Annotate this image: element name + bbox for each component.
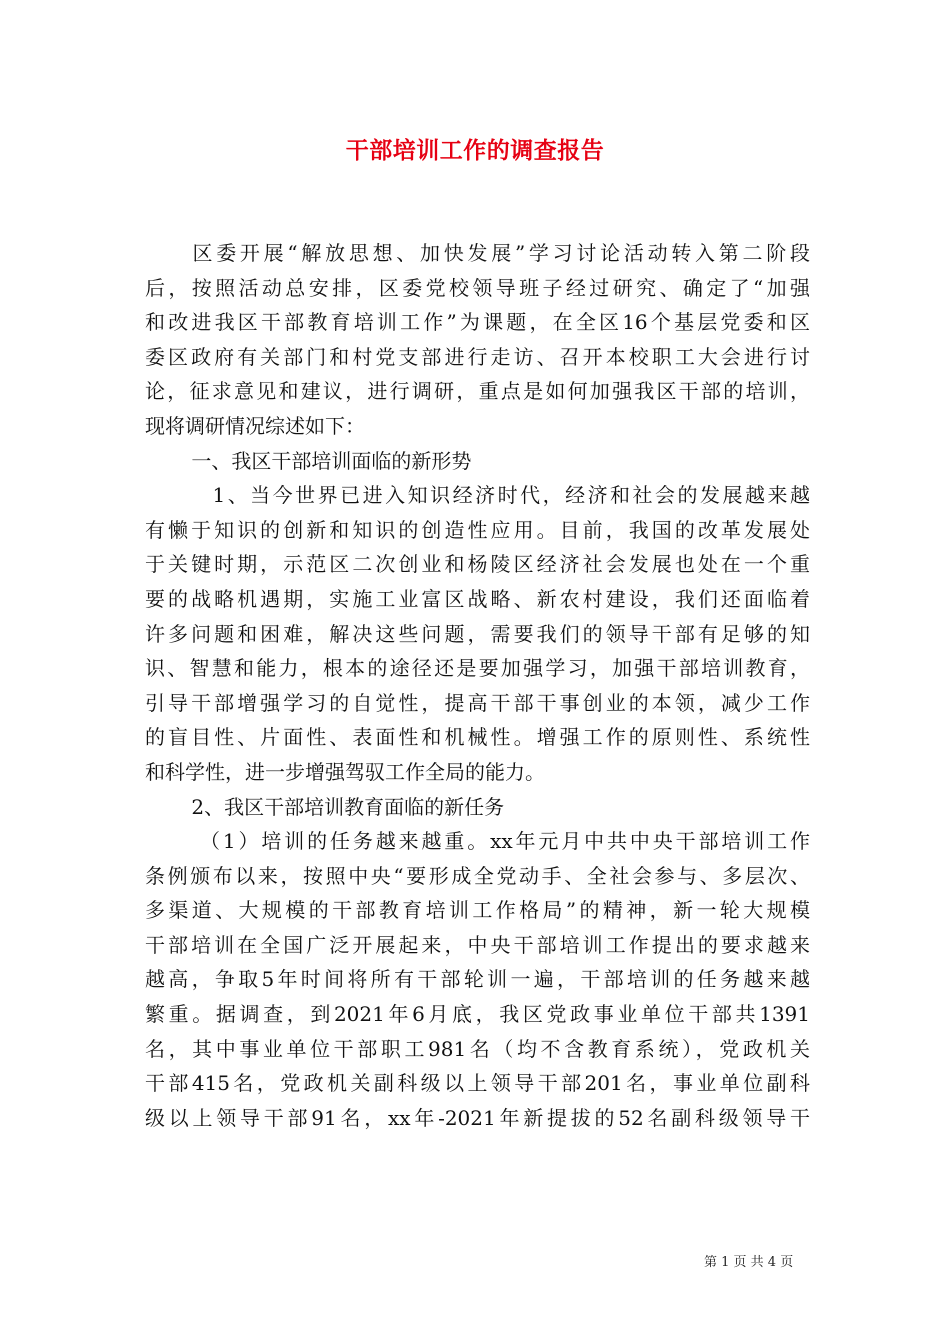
- page-number-footer: 第 1 页 共 4 页: [704, 1255, 794, 1270]
- body-line: 论，征求意见和建议，进行调研，重点是如何加强我区干部的培训，: [145, 379, 810, 404]
- body-line: 名，其中事业单位干部职工981名（均不含教育系统），党政机关: [145, 1036, 810, 1061]
- body-line: 后，按照活动总安排，区委党校领导班子经过研究、确定了“加强: [145, 275, 810, 300]
- body-line: 越高，争取5年时间将所有干部轮训一遍，干部培训的任务越来越: [145, 967, 810, 992]
- body-line: 1、当今世界已进入知识经济时代，经济和社会的发展越来越: [145, 483, 810, 508]
- section-heading: 2、我区干部培训教育面临的新任务: [145, 794, 505, 819]
- body-line: 和改进我区干部教育培训工作”为课题，在全区16个基层党委和区: [145, 310, 810, 335]
- body-line: 繁重。据调查，到2021年6月底，我区党政事业单位干部共1391: [145, 1002, 810, 1027]
- body-line: 的盲目性、片面性、表面性和机械性。增强工作的原则性、系统性: [145, 725, 810, 750]
- body-line: （1）培训的任务越来越重。xx年元月中共中央干部培训工作: [145, 829, 810, 854]
- body-line: 委区政府有关部门和村党支部进行走访、召开本校职工大会进行讨: [145, 344, 810, 369]
- body-line: 许多问题和困难，解决这些问题，需要我们的领导干部有足够的知: [145, 621, 810, 646]
- body-line: 要的战略机遇期，实施工业富区战略、新农村建设，我们还面临着: [145, 586, 810, 611]
- body-line: 条例颁布以来，按照中央“要形成全党动手、全社会参与、多层次、: [145, 863, 810, 888]
- document-title: 干部培训工作的调查报告: [345, 137, 605, 164]
- body-line: 级以上领导干部91名，xx年-2021年新提拔的52名副科级领导干: [145, 1105, 810, 1130]
- body-line: 于关键时期，示范区二次创业和杨陵区经济社会发展也处在一个重: [145, 552, 810, 577]
- document-body: [145, 236, 810, 1135]
- body-line: 多渠道、大规模的干部教育培训工作格局”的精神，新一轮大规模: [145, 898, 810, 923]
- body-line: 有懒于知识的创新和知识的创造性应用。目前，我国的改革发展处: [145, 517, 810, 542]
- body-line: 现将调研情况综述如下：: [145, 413, 365, 438]
- body-line: 区委开展“解放思想、加快发展”学习讨论活动转入第二阶段: [145, 241, 810, 265]
- body-line: 干部培训在全国广泛开展起来，中央干部培训工作提出的要求越来: [145, 932, 810, 957]
- body-line: 识、智慧和能力，根本的途径还是要加强学习，加强干部培训教育，: [145, 656, 810, 681]
- section-heading: 一、我区干部培训面临的新形势: [145, 448, 472, 473]
- body-line: 干部415名，党政机关副科级以上领导干部201名，事业单位副科: [145, 1071, 810, 1096]
- body-line: 和科学性，进一步增强驾驭工作全局的能力。: [145, 759, 545, 784]
- body-line: 引导干部增强学习的自觉性，提高干部干事创业的本领，减少工作: [145, 690, 810, 715]
